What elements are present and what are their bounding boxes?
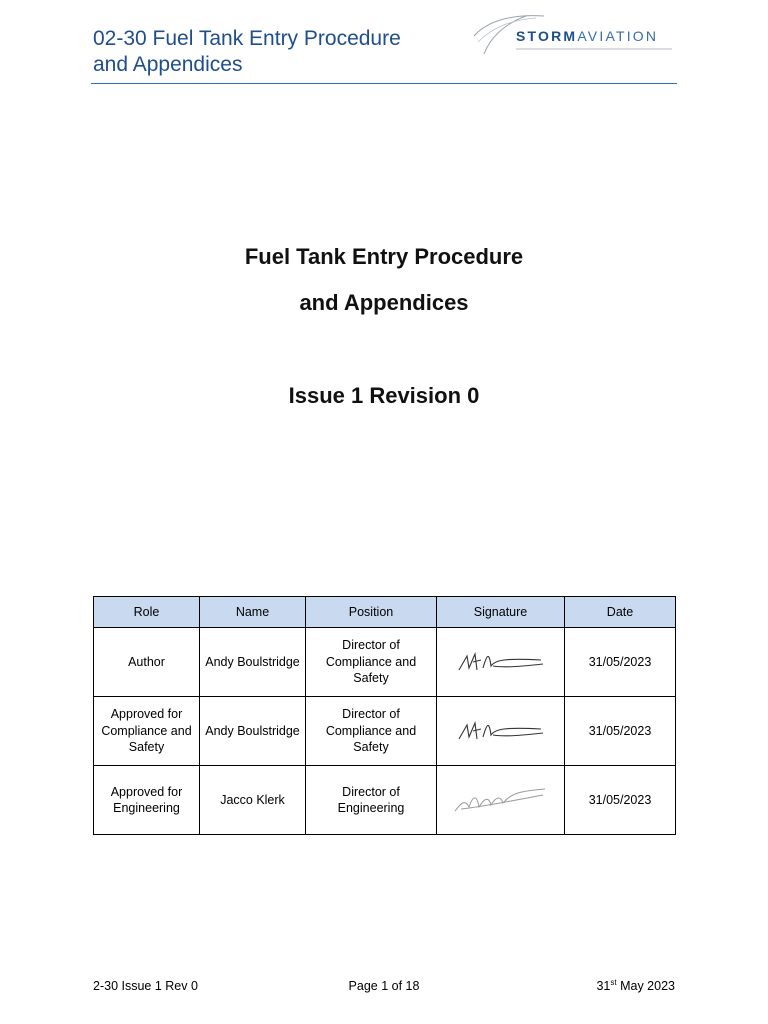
logo-wordmark-aviation: AVIATION bbox=[577, 28, 659, 44]
footer-date-suffix: st bbox=[610, 977, 617, 987]
footer-page-number: Page 1 of 18 bbox=[348, 979, 420, 993]
logo-wordmark-storm: STORM bbox=[516, 28, 578, 44]
footer-doc-ref: 2-30 Issue 1 Rev 0 bbox=[93, 979, 198, 993]
cell-date: 31/05/2023 bbox=[565, 697, 676, 766]
column-header-position: Position bbox=[306, 597, 437, 628]
signature-image bbox=[455, 717, 547, 745]
cell-signature bbox=[437, 697, 565, 766]
logo-underline bbox=[516, 48, 676, 52]
footer-date-day: 31 bbox=[596, 979, 611, 993]
cell-signature bbox=[437, 628, 565, 697]
cell-position: Director of Compliance and Safety bbox=[306, 628, 437, 697]
table-row bbox=[94, 628, 676, 697]
header-title bbox=[93, 26, 453, 78]
header-title-line1: 02-30 Fuel Tank Entry Procedure bbox=[93, 27, 401, 50]
logo-wordmark bbox=[516, 28, 658, 44]
cell-position: Director of Engineering bbox=[306, 766, 437, 835]
cell-role: Approved for Engineering bbox=[94, 766, 200, 835]
header-title-line2: and Appendices bbox=[93, 53, 243, 76]
cell-name: Andy Boulstridge bbox=[200, 628, 306, 697]
document-title-line2: and Appendices bbox=[299, 290, 469, 315]
column-header-signature: Signature bbox=[437, 597, 565, 628]
cell-position: Director of Compliance and Safety bbox=[306, 697, 437, 766]
table-header-row bbox=[94, 597, 676, 628]
cell-name: Andy Boulstridge bbox=[200, 697, 306, 766]
column-header-name: Name bbox=[200, 597, 306, 628]
table-row bbox=[94, 697, 676, 766]
document-issue: Issue 1 Revision 0 bbox=[288, 383, 480, 408]
page-footer bbox=[93, 979, 675, 997]
storm-aviation-logo bbox=[470, 12, 680, 58]
footer-date bbox=[596, 979, 675, 993]
footer-date-rest: May 2023 bbox=[616, 979, 675, 993]
column-header-date: Date bbox=[565, 597, 676, 628]
cell-role: Author bbox=[94, 628, 200, 697]
signature-image bbox=[455, 648, 547, 676]
table-row bbox=[94, 766, 676, 835]
cell-date: 31/05/2023 bbox=[565, 628, 676, 697]
cell-signature bbox=[437, 766, 565, 835]
cell-role: Approved for Compliance and Safety bbox=[94, 697, 200, 766]
cell-name: Jacco Klerk bbox=[200, 766, 306, 835]
document-title-line1: Fuel Tank Entry Procedure bbox=[244, 244, 524, 269]
column-header-role: Role bbox=[94, 597, 200, 628]
approval-table bbox=[93, 596, 676, 835]
cell-date: 31/05/2023 bbox=[565, 766, 676, 835]
header-divider bbox=[91, 83, 677, 84]
signature-image bbox=[451, 785, 551, 815]
